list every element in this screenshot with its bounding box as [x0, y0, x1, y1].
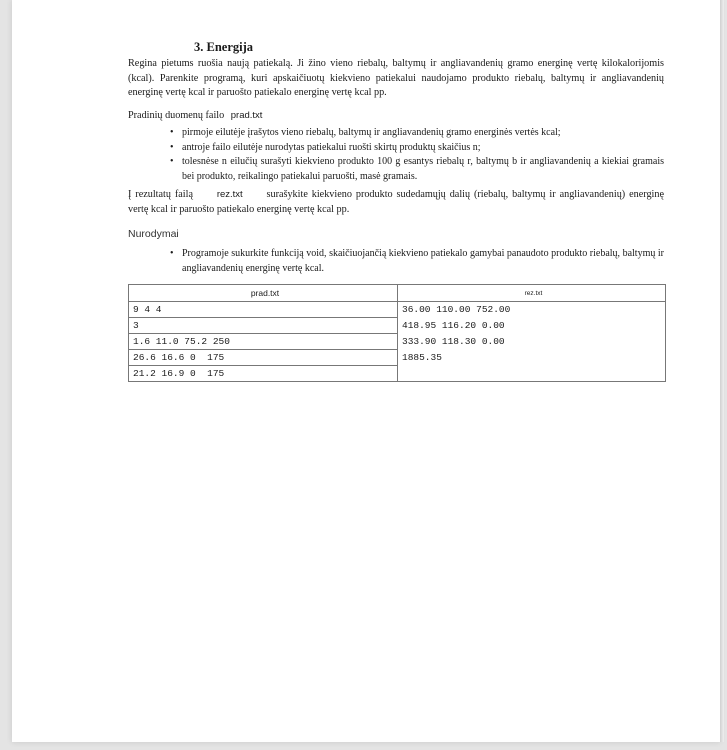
input-label: Pradinių duomenų failo	[128, 110, 225, 121]
input-description	[128, 110, 262, 121]
output-description	[128, 188, 664, 217]
table-row	[129, 302, 666, 318]
input-bullet: • tolesnėse n eilučių surašyti kiekvieno produkto 100 g esantys riebalų r, baltymų b ir angliavandenių a kiekiai gramais bei produkto, reikalingo patiekalui paruošti, masė gramais.	[170, 155, 664, 184]
example-io-table	[128, 284, 666, 382]
output-file-name: rez.txt	[216, 189, 243, 200]
output-cell	[398, 366, 666, 382]
output-prefix: Į rezultatų failą	[128, 189, 193, 200]
output-cell: 418.95 116.20 0.00	[398, 318, 666, 334]
input-cell: 26.6 16.6 0 175	[129, 350, 398, 366]
hints-heading: Nurodymai	[128, 228, 179, 240]
output-cell: 1885.35	[398, 350, 666, 366]
table-row	[129, 350, 666, 366]
input-cell: 3	[129, 318, 398, 334]
input-cell: 1.6 11.0 75.2 250	[129, 334, 398, 350]
hints-list	[170, 247, 664, 276]
table-row	[129, 318, 666, 334]
input-bullet-list	[170, 126, 664, 184]
document-page	[12, 0, 720, 742]
table-header-row	[129, 285, 666, 302]
input-file-name: prad.txt	[230, 110, 263, 121]
task-title: 3. Energija	[194, 40, 254, 54]
table-row	[129, 366, 666, 382]
input-cell: 9 4 4	[129, 302, 398, 318]
input-cell: 21.2 16.9 0 175	[129, 366, 398, 382]
output-text: surašykite kiekvieno produkto sudedamųjų dalių (riebalų, baltymų ir angliavandenių) energinę vertę kcal ir paruošto patiekalo energinę vertę kcal pp.	[128, 189, 665, 215]
output-cell: 36.00 110.00 752.00	[398, 302, 666, 318]
input-bullet: • pirmoje eilutėje įrašytos vieno riebalų, baltymų ir angliavandenių gramo energinės vertės kcal;	[170, 126, 664, 141]
output-cell: 333.90 118.30 0.00	[398, 334, 666, 350]
table-row	[129, 334, 666, 350]
task-intro: Regina pietums ruošia naują patiekalą. Ji žino vieno riebalų, baltymų ir angliavandenių gramo energinę vertę kilokalorijomis (kcal). Parenkite programą, kuri apskaičiuotų kiekvieno patiekalui naudojamo produkto riebalų, baltymų ir angliavandenių energinę vertę kcal ir paruošto patiekalo energinę vertę kcal pp.	[128, 58, 664, 98]
input-bullet: • antroje failo eilutėje nurodytas patiekalui ruošti skirtų produktų skaičius n;	[170, 141, 664, 156]
left-column-header: prad.txt	[129, 285, 398, 302]
right-column-header: rez.txt	[398, 285, 666, 302]
hint-item: • Programoje sukurkite funkciją void, skaičiuojančią kiekvieno patiekalo gamybai panaudoto produkto riebalų, baltymų ir angliavandenių energinę vertę kcal.	[170, 247, 664, 276]
